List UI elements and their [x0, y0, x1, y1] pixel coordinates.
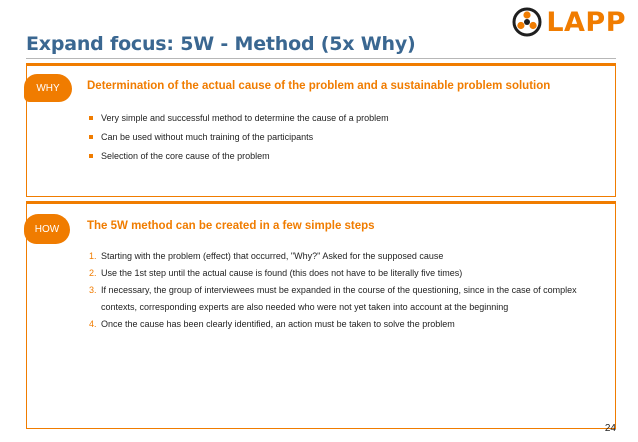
how-tag: HOW — [24, 214, 70, 244]
step-text: Starting with the problem (effect) that occurred, "Why?" Asked for the supposed cause — [101, 251, 444, 261]
step-number: 3. — [89, 285, 97, 295]
slide-title: Expand focus: 5W - Method (5x Why) — [26, 33, 416, 55]
step-number: 1. — [89, 251, 97, 261]
why-panel — [26, 63, 616, 197]
step-number: 2. — [89, 268, 97, 278]
list-item — [89, 282, 601, 316]
list-item — [89, 146, 389, 165]
step-text: Once the cause has been clearly identified, an action must be taken to solve the problem — [101, 319, 455, 329]
bullet-text: Can be used without much training of the participants — [101, 131, 314, 142]
lapp-logo — [512, 7, 626, 37]
list-item — [89, 316, 601, 333]
logo-wordmark: LAPP — [546, 6, 626, 38]
bullet-square-icon — [89, 154, 93, 158]
why-heading: Determination of the actual cause of the problem and a sustainable problem solution — [87, 80, 551, 92]
step-text: Use the 1st step until the actual cause is found (this does not have to be literally five times) — [101, 268, 463, 278]
how-step-list — [89, 248, 601, 333]
list-item — [89, 248, 601, 265]
why-bullet-list — [89, 108, 389, 165]
list-item — [89, 265, 601, 282]
step-number: 4. — [89, 319, 97, 329]
how-panel — [26, 201, 616, 429]
list-item — [89, 127, 389, 146]
why-tag: WHY — [24, 74, 72, 102]
step-text: If necessary, the group of interviewees must be expanded in the course of the questioning, since in the case of complex contexts, corresponding experts are also needed who were not yet taken into account at the beginning — [101, 285, 577, 312]
bullet-text: Selection of the core cause of the problem — [101, 150, 270, 161]
bullet-text: Very simple and successful method to determine the cause of a problem — [101, 112, 389, 123]
how-heading: The 5W method can be created in a few simple steps — [87, 220, 375, 232]
title-divider — [26, 58, 616, 59]
list-item — [89, 108, 389, 127]
bullet-square-icon — [89, 116, 93, 120]
bullet-square-icon — [89, 135, 93, 139]
page-number: 24 — [604, 423, 616, 434]
cable-cross-section-icon — [512, 7, 542, 37]
